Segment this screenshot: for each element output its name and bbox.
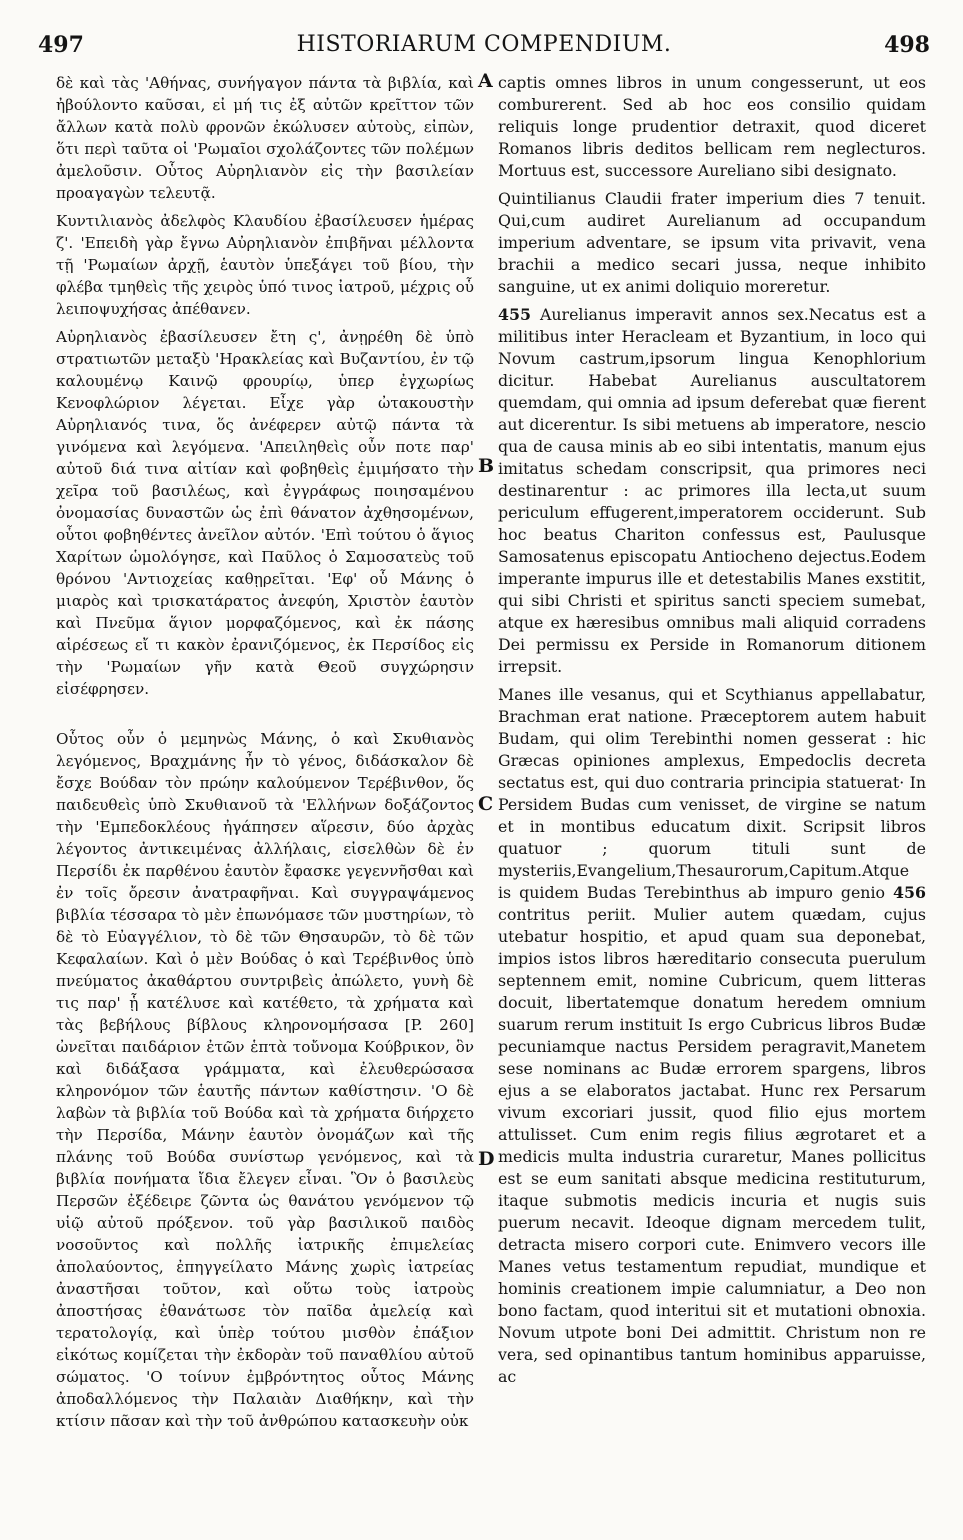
page-number-left: 497 [38, 32, 84, 58]
running-header [38, 32, 930, 62]
section-number: 456 [893, 883, 926, 902]
greek-paragraph: Αὐρηλιανὸς ἐβασίλευσεν ἔτη ς', ἀνῃρέθη δὲ ὑπὸ στρατιωτῶν μεταξὺ 'Ηρακλείας καὶ Βυζαντίου, ἐν τῷ καλουμένῳ Καινῷ φρουρίῳ, ὑπερ ἐγχωρίως Κενοφλώριον λέγεται. Εἶχε γὰρ ὠτακουστὴν Αὐρηλιανός τινα, ὅς ἀνέφερεν αὐτῷ πάντα τὰ γινόμενα καὶ λεγόμενα. 'Απειληθεὶς οὖν ποτε παρ' αὐτοῦ διά τινα αἰτίαν καὶ φοβηθεὶς ἐμιμήσατο τὴν χεῖρα τοῦ βασιλέως, καὶ ἐγγράφως ποιησαμένου ὀνομασίας δυναστῶν ὡς ἐπὶ θάνατον ἀχθησομένων, οὗτοι φοβηθέντες ἀνεῖλον αὐτόν. 'Επὶ τούτου ὁ ἅγιος Χαρίτων ὡμολόγησε, καὶ Παῦλος ὁ Σαμοσατεὺς τοῦ θρόνου 'Αντιοχείας καθῃρεῖται. 'Εφ' οὗ Μάνης ὁ μιαρὸς καὶ τρισκατάρατος ἀνεφύη, Χριστὸν ἑαυτὸν καὶ Πνεῦμα ἅγιον μορφαζόμενος, καὶ ἐκ πάσης αἱρέσεως εἴ τι κακὸν ἐρανιζόμενος, ἐκ Περσίδος εἰς τὴν 'Ρωμαίων γῆν κατὰ Θεοῦ συγχώρησιν εἰσέφρησεν. [56, 328, 474, 698]
margin-marker-c: C [478, 793, 494, 815]
running-title: HISTORIARUM COMPENDIUM. [296, 32, 672, 57]
margin-marker-b: B [478, 455, 495, 477]
margin-marker-d: D [478, 1148, 495, 1170]
greek-column [56, 72, 474, 1438]
page-number-right: 498 [884, 32, 930, 58]
latin-text: Aurelianus imperavit annos sex.Necatus est a militibus inter Heracleam et Byzantium, in loco qui Novum castrum,ipsorum lingua Kenophlorium dicitur. Habebat Aurelianus auscultatorem quemdam, qui omnia ad ipsum deferebat quæ fierent aut dicerentur. Is sibi metuens ab imperatore, nescio qua de causa minis ab eo sibi intentatis, manum ejus imitatus schedam conscripsit, qua primores neci destinarentur : ac primores illa lecta,ut suum periculum effugerent,imperatorem occiderunt. Sub hoc beatus Chariton confessus est, Paulusque Samosatenus episcopatu Antiocheno dejectus.Eodem imperante impurus ille et detestabilis Manes exstitit, qui sibi Christi et spiritus sancti speciem sumebat, atque ex hæresibus omnibus mali aliquid corradens Dei permissu ex Perside in Romanorum ditionem irrepsit. [498, 305, 926, 676]
latin-paragraph [498, 304, 926, 678]
latin-text: Manes ille vesanus, qui et Scythianus appellabatur, Brachman erat natione. Præceptorem autem habuit Budam, qui olim Terebinthi nomen gesserat : hic Græcas opiniones amplexus, Empedoclis decreta sectatus est, qui duo contraria principia statuerat· In Persidem Budas cum venisset, de virgine se natum et in montibus educatum dixit. Scripsit libros quatuor ; quorum tituli sunt de mysteriis,Evangelium,Thesaurorum,Capitum.Atque is quidem Budas Terebinthus ab impuro genio [498, 685, 926, 902]
latin-paragraph [498, 684, 926, 1388]
latin-paragraph: captis omnes libros in unum congesserunt, ut eos comburerent. Sed ab hoc eos consilio quidam reliquis longe prudentior detraxit, quod diceret Romanos libris deditos bellicam rem neglecturos. Mortuus est, successore Aureliano sibi designato. [498, 73, 926, 180]
latin-column [498, 72, 926, 1394]
greek-paragraph: Οὗτος οὖν ὁ μεμηνὼς Μάνης, ὁ καὶ Σκυθιανὸς λεγόμενος, Βραχμάνης ἦν τὸ γένος, διδάσκαλον δὲ ἔσχε Βούδαν τὸν πρώην καλούμενον Τερέβινθον, ὅς παιδευθεὶς ὑπὸ Σκυθιανοῦ τὰ 'Ελλήνων δοξάζοντος τὴν 'Εμπεδοκλέους ἠγάπησεν αἵρεσιν, δύο ἀρχὰς λέγοντος ἀντικειμένας ἀλλήλαις, εἰσελθὼν δὲ ἐν Περσίδι ἐκ παρθένου ἑαυτὸν ἔφασκε γεγεννῆσθαι καὶ ἐν τοῖς ὄρεσιν ἀνατραφῆναι. Καὶ συγγραψάμενος βιβλία τέσσαρα τὸ μὲν ἐπωνόμασε τῶν μυστηρίων, τὸ δὲ τὸ Εὐαγγέλιον, τὸ δὲ τῶν Θησαυρῶν, τὸ δὲ τῶν Κεφαλαίων. Καὶ ὁ μὲν Βούδας ὁ καὶ Τερέβινθος ὑπὸ πνεύματος ἀκαθάρτου συντριβεὶς ἀπώλετο, γυνὴ δὲ τις παρ' ᾗ κατέλυσε καὶ κατέθετο, τὰ χρήματα καὶ τὰς βεβήλους βίβλους κληρονομήσασα [P. 260] ὠνεῖται παιδάριον ἐτῶν ἑπτὰ τοὔνομα Κούβρικον, ὃν καὶ διδάξασα γράμματα, καὶ ἐλευθερώσασα κληρονόμον τῶν ἑαυτῆς πάντων καθίστησιν. 'Ο δὲ λαβὼν τὰ βιβλία τοῦ Βούδα καὶ τὰ χρήματα διήρχετο τὴν Περσίδα, Μάνην ἑαυτὸν ὀνομάζων καὶ τῆς πλάνης τοῦ Βούδα συνίστωρ γενόμενος, καὶ τὰ βιβλία πονήματα ἴδια ἔλεγεν εἶναι. Ὃν ὁ βασιλεὺς Περσῶν ἐξέδειρε ζῶντα ὡς θανάτου γενόμενον τῷ υἱῷ αὐτοῦ πρόξενον. τοῦ γὰρ βασιλικοῦ παιδὸς νοσοῦντος καὶ πολλῆς ἰατρικῆς ἐπιμελείας ἀπολαύοντος, ἐπηγγείλατο Μάνης χωρὶς ἰατρείας ἀναστῆσαι τοῦτον, καὶ οὕτω τοὺς ἰατροὺς ἀποστήσας ἐθανάτωσε τὸν παῖδα ἀμελείᾳ καὶ τερατολογίᾳ, καὶ ὑπὲρ τούτου μισθὸν ἐπάξιον εἰκότως κομίζεται τὴν ἐκδορὰν τοῦ παναθλίου αὐτοῦ σώματος. 'Ο τοίνυν ἐμβρόντητος οὗτος Μάνης ἀποδαλλόμενος τὴν Παλαιὰν Διαθήκην, καὶ τὴν κτίσιν πᾶσαν καὶ τὴν τοῦ ἀνθρώπου κατασκευὴν οὐκ [56, 730, 474, 1430]
section-number: 455 [498, 305, 531, 324]
latin-paragraph: Quintilianus Claudii frater imperium dies 7 tenuit. Qui,cum audiret Aurelianum ad occupandum imperium adventare, se ipsum vita privavit, vena brachii a medico secari jussa, neque inhibito sanguine, ut ex animi doliquio moreretur. [498, 189, 926, 296]
latin-text: contritus periit. Mulier autem quædam, cujus utebatur hospitio, et apud quam sua deponebat, impios istos libros hæreditario consecuta puerulum septennem emit, nomine Cubricum, quem litteras docuit, libertatemque donatum heredem omnium suarum rerum instituit Is ergo Cubricus libros Budæ pecuniamque nactus Persidem peragravit,Manetem sese nominans ac Budæ errorem spargens, libros ejus a se elaboratos jactabat. Hunc rex Persarum vivum excoriari jussit, quod filio ejus mortem attulisset. Cum enim regis filius ægrotaret et a medicis multa industria curaretur, Manes pollicitus est se eum sanitati absque medicina restituturum, itaque submotis medicis incuria et nugis suis puerum necavit. Ideoque dignam mercedem tulit, detracta misero corpori cute. Enimvero vecors ille Manes vetus testamentum repudiat, mundique et hominis creationem impie calumniatur, a Deo non bono factam, quod interitui sit et mutationi obnoxia. Novum utpote boni Dei admittit. Christum non re vera, sed opinantibus tantum hominibus apparuisse, ac [498, 905, 926, 1386]
margin-marker-a: A [478, 70, 493, 92]
greek-paragraph: δὲ καὶ τὰς 'Αθήνας, συνήγαγον πάντα τὰ βιβλία, καὶ ἠβούλοντο καῦσαι, εἰ μή τις ἐξ αὐτῶν κρεῖττον τῶν ἄλλων κατὰ πολὺ φρονῶν ἐκώλυσεν αὐτοὺς, εἰπὼν, ὅτι περὶ ταῦτα οἱ 'Ρωμαῖοι σχολάζοντες τῶν πολέμων ἀμελοῦσιν. Οὗτος Αὐρηλιανὸν εἰς τὴν βασιλείαν προαγαγὼν τελευτᾷ. [56, 74, 474, 202]
greek-paragraph: Κυντιλιανὸς ἀδελφὸς Κλαυδίου ἐβασίλευσεν ἡμέρας ζ'. 'Επειδὴ γὰρ ἔγνω Αὐρηλιανὸν ἐπιβῆναι μέλλοντα τῇ 'Ρωμαίων ἀρχῇ, ἑαυτὸν ὑπεξάγει τοῦ βίου, τὴν φλέβα τμηθεὶς τῆς χειρὸς ὑπό τινος ἰατροῦ, μέχρις οὗ λειποψυχήσας ἀπέθανεν. [56, 212, 474, 318]
